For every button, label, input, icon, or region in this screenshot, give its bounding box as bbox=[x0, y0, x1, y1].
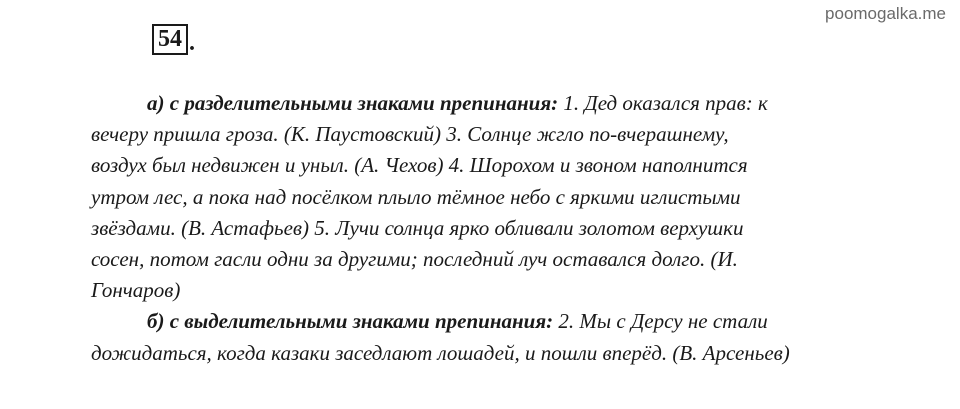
part-a-line-4: утром лес, а пока над посёлком плыло тёмное небо с яркими иглистыми bbox=[91, 184, 741, 209]
exercise-number-dot: . bbox=[189, 30, 195, 56]
part-a-line-2: вечеру пришла гроза. (К. Паустовский) 3. Солнце жгло по-вчерашнему, bbox=[91, 122, 729, 147]
part-b-lead: б) с выделительными знаками препинания: bbox=[147, 309, 554, 334]
part-b-line-2: дожидаться, когда казаки заседлают лошадей, и пошли вперёд. (В. Арсеньев) bbox=[91, 340, 790, 365]
part-a-line-3: воздух был недвижен и уныл. (А. Чехов) 4. Шорохом и звоном наполнится bbox=[91, 153, 748, 178]
answer-text bbox=[91, 88, 891, 369]
part-a-lead: а) с разделительными знаками препинания: bbox=[147, 91, 559, 115]
exercise-number-box: 54 bbox=[152, 24, 188, 55]
part-a-line-5: звёздами. (В. Астафьев) 5. Лучи солнца ярко обливали золотом верхушки bbox=[91, 215, 744, 240]
part-a-line-7: Гончаров) bbox=[91, 278, 181, 303]
part-a-line-1 bbox=[91, 88, 891, 119]
part-b-line-1 bbox=[91, 306, 891, 337]
part-b-text-1: 2. Мы с Дерсу не стали bbox=[553, 309, 768, 334]
part-a-text-1: 1. Дед оказался прав: к bbox=[558, 91, 768, 115]
exercise-number bbox=[152, 24, 195, 55]
site-watermark: poomogalka.me bbox=[825, 4, 946, 23]
part-a-line-6: сосен, потом гасли одни за другими; последний луч оставался долго. (И. bbox=[91, 247, 738, 272]
